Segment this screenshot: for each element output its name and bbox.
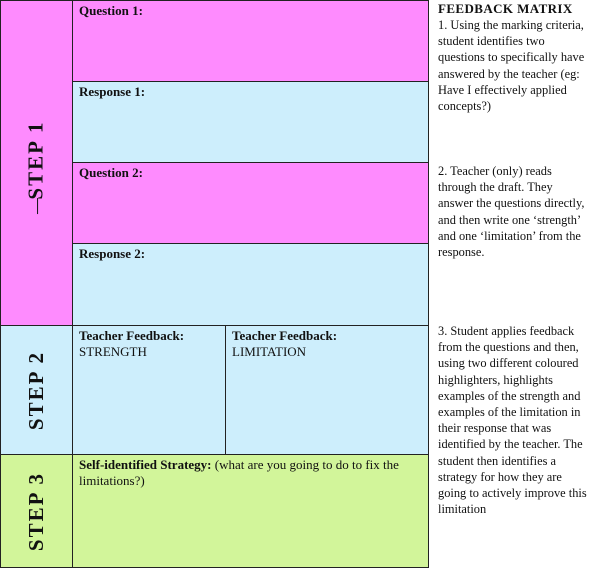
response1-label: Response 1: [79, 84, 146, 99]
step3-label-cell [0, 454, 73, 568]
response1-cell[interactable] [72, 81, 429, 163]
strategy-label: Self-identified Strategy: (what are you going to do to fix the limitations?) [79, 457, 399, 488]
sidebar-title: FEEDBACK MATRIX [438, 1, 573, 16]
text-cursor [38, 198, 39, 214]
response2-label: Response 2: [79, 246, 146, 261]
instruction-2: 2. Teacher (only) reads through the draft. They answer the questions directly, and then write one ‘strength’ and one ‘limitation’ from the response. [438, 164, 585, 260]
step1-label-cell [0, 0, 73, 326]
strength-label: Teacher Feedback: STRENGTH [79, 328, 185, 359]
strategy-cell[interactable] [72, 454, 429, 568]
response2-cell[interactable] [72, 243, 429, 326]
instruction-3: 3. Student applies feedback from the questions and then, using two different coloured highlighters, highlights examples of the strength and examples of the limitation in their response that was identified by the teacher. The student then identifies a strategy for how they are going to actively improve this limitation [438, 324, 587, 517]
strength-cell[interactable] [72, 325, 226, 455]
step2-label: STEP 2 [24, 350, 48, 430]
question1-cell[interactable] [72, 0, 429, 82]
limitation-label: Teacher Feedback: LIMITATION [232, 328, 338, 359]
instruction-1: 1. Using the marking criteria, student identifies two questions to specifically have answered by the teacher (eg: Have I effectively applied concepts?) [438, 18, 585, 114]
limitation-cell[interactable] [225, 325, 429, 455]
question2-label: Question 2: [79, 165, 143, 180]
step3-label: STEP 3 [24, 471, 48, 551]
question1-label: Question 1: [79, 3, 143, 18]
step2-label-cell [0, 325, 73, 455]
question2-cell[interactable] [72, 162, 429, 244]
step1-label: STEP 1 [24, 120, 49, 206]
